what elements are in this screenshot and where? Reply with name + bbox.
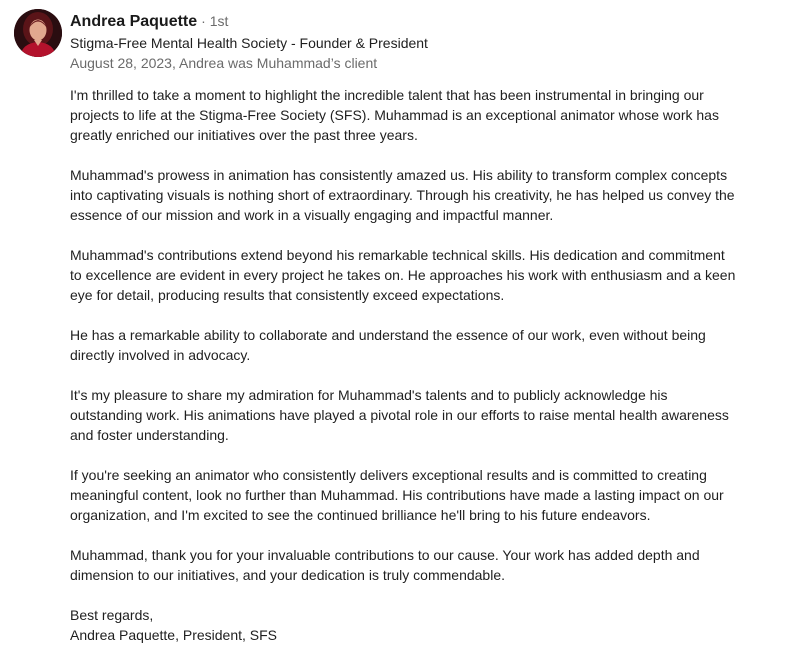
signoff-greeting: Best regards, (70, 607, 154, 623)
profile-photo-icon (14, 9, 62, 57)
text-line: I'm thrilled to take a moment to highlight the incredible talent that has been instrumental in bringing our (70, 87, 704, 103)
text-line: organization, and I'm excited to see the continued brilliance he'll bring to his future endeavors. (70, 507, 651, 523)
recommendation-relation: August 28, 2023, Andrea was Muhammad’s client (70, 55, 378, 71)
recommendation-paragraph (70, 465, 775, 525)
text-line: outstanding work. His animations have played a pivotal role in our efforts to raise mental health awareness (70, 407, 729, 423)
text-line: meaningful content, look no further than Muhammad. His contributions have made a lasting impact on our (70, 487, 724, 503)
recommender-name[interactable]: Andrea Paquette (70, 13, 198, 30)
recommender-headline: Stigma-Free Mental Health Society - Founder & President (70, 35, 428, 51)
connection-degree: · 1st (201, 13, 229, 29)
text-line: and foster understanding. (70, 427, 229, 443)
text-line: It's my pleasure to share my admiration for Muhammad's talents and to publicly acknowledge his (70, 387, 668, 403)
avatar[interactable] (14, 9, 62, 57)
text-line: dimension to our initiatives, and your dedication is truly commendable. (70, 567, 506, 583)
recommendation-paragraph (70, 85, 775, 145)
signoff-signature: Andrea Paquette, President, SFS (70, 627, 278, 643)
text-line: greatly enriched our initiatives over the past three years. (70, 127, 418, 143)
recommendation-text (70, 85, 775, 645)
text-line: Muhammad's contributions extend beyond his remarkable technical skills. His dedication and commitment (70, 247, 725, 263)
text-line: to excellence are evident in every project he takes on. He approaches his work with enthusiasm and a keen (70, 267, 736, 283)
text-line: projects to life at the Stigma-Free Society (SFS). Muhammad is an exceptional animator whose work has (70, 107, 719, 123)
recommender-header (70, 10, 770, 73)
text-line: If you're seeking an animator who consistently delivers exceptional results and is committed to creating (70, 467, 707, 483)
recommendation-paragraph (70, 245, 775, 305)
text-line: Muhammad's prowess in animation has consistently amazed us. His ability to transform complex concepts (70, 167, 728, 183)
name-line (70, 10, 770, 32)
recommendation-paragraph (70, 165, 775, 225)
signoff (70, 605, 775, 645)
text-line: He has a remarkable ability to collaborate and understand the essence of our work, even without being (70, 327, 706, 343)
text-line: directly involved in advocacy. (70, 347, 251, 363)
text-line: eye for detail, producing results that consistently exceed expectations. (70, 287, 505, 303)
recommendation-paragraph (70, 325, 775, 365)
recommendation-paragraph (70, 545, 775, 585)
recommendation-paragraph (70, 385, 775, 445)
text-line: essence of our mission and work in a visually engaging and impactful manner. (70, 207, 554, 223)
text-line: Muhammad, thank you for your invaluable contributions to our cause. Your work has added depth and (70, 547, 700, 563)
text-line: into captivating visuals is nothing short of extraordinary. Through his creativity, he has helped us convey the (70, 187, 735, 203)
